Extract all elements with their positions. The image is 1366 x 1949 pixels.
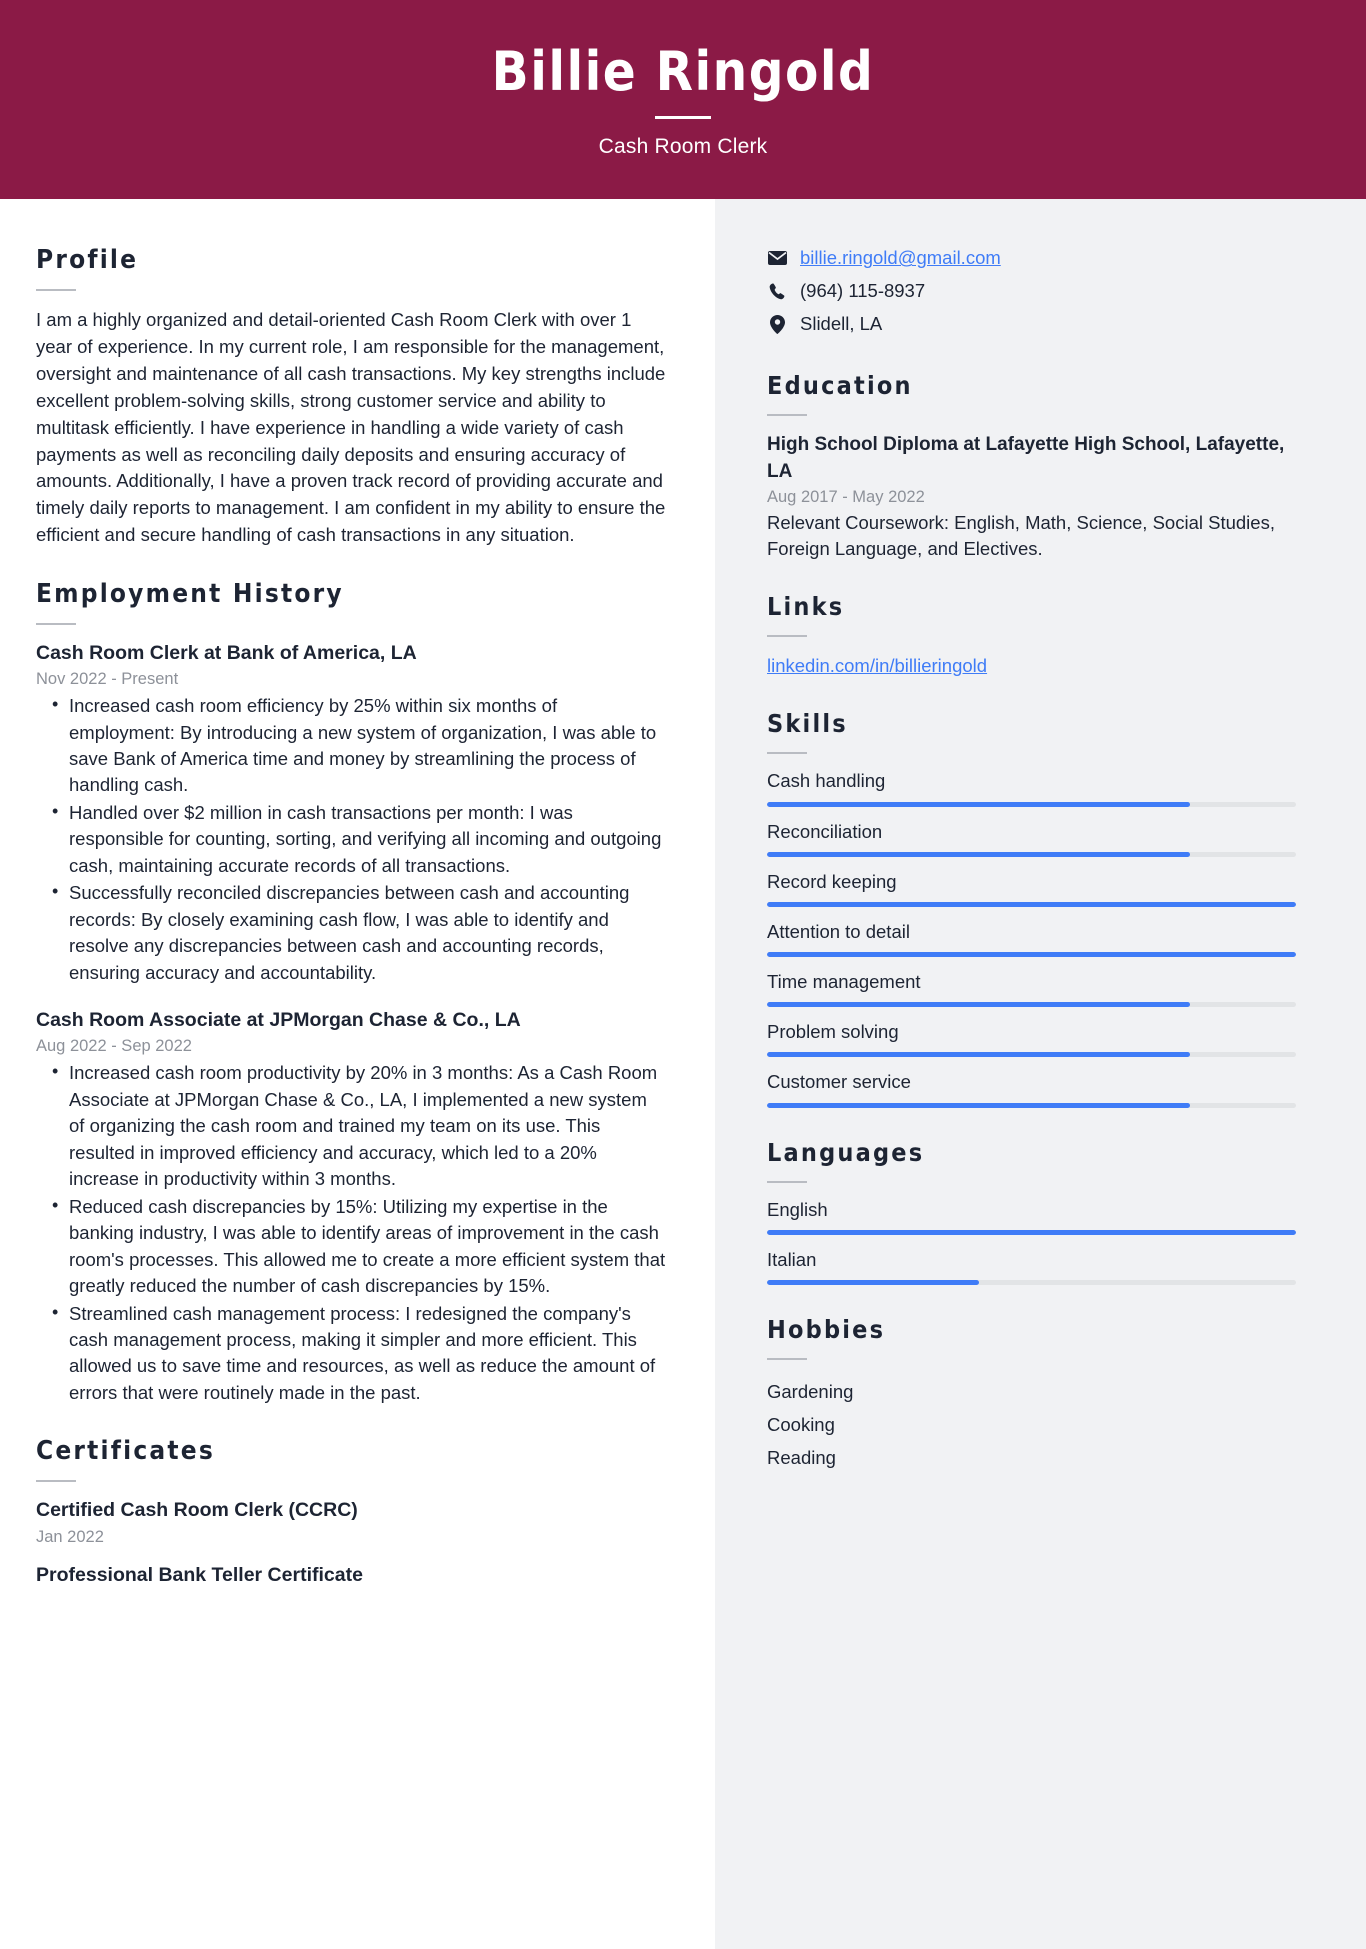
skill-label: Problem solving [767,1021,899,1043]
job-title: Cash Room Associate at JPMorgan Chase & Co., LA [36,1009,521,1032]
hobbies-heading: Hobbies [767,1315,886,1345]
heading-rule [36,623,76,625]
section-languages [767,1138,1296,1285]
certificates-heading: Certificates [36,1436,215,1467]
skills-heading: Skills [767,709,848,739]
envelope-icon [767,251,787,265]
education-heading: Education [767,371,913,401]
section-employment-history [36,579,667,1407]
skill-item [767,871,1296,907]
job-bullet: • Handled over $2 million in cash transactions per month: I was responsible for counting, sorting, and verifying all incoming and outgoing cash, maintaining accurate records of all transactions. [36,800,667,879]
language-label: Italian [767,1248,817,1270]
skill-item [767,921,1296,957]
job-title: Cash Room Clerk at Bank of America, LA [36,641,417,664]
contact-details [767,245,1296,337]
sidebar-column [715,199,1366,1949]
job-entry [36,1008,667,1406]
language-item [767,1249,1296,1285]
skill-label: Customer service [767,1071,911,1093]
phone-number: (964) 115-8937 [800,280,926,302]
skill-label: Cash handling [767,770,886,792]
skill-item [767,770,1296,806]
skill-bar-track [767,852,1296,857]
job-bullet: • Streamlined cash management process: I redesigned the company's cash management process, making it simpler and more efficient. This allowed us to save time and resources, as well as reduce the amount of errors that were routinely made in the past. [36,1301,667,1407]
job-bullet: • Increased cash room efficiency by 25% within six months of employment: By introducing a new system of organization, I was able to save Bank of America time and money by streamlining the process of handling cash. [36,693,667,799]
phone-icon [767,283,787,300]
heading-rule [767,635,807,637]
skill-label: Record keeping [767,870,897,892]
candidate-role: Cash Room Clerk [598,135,768,159]
skill-item [767,1021,1296,1057]
skill-bar-track [767,952,1296,957]
language-label: English [767,1198,828,1220]
skill-label: Time management [767,971,921,993]
location-text: Slidell, LA [800,313,883,335]
section-certificates [36,1436,667,1588]
language-bar-fill [767,1280,979,1285]
heading-rule [767,1358,807,1360]
profile-text: I am a highly organized and detail-oriented Cash Room Clerk with over 1 year of experience. In my current role, I am responsible for the management, oversight and maintenance of all cash transactions. My key strengths include excellent problem-solving skills, strong customer service and ability to multitask efficiently. I have experience in handling a wide variety of cash payments as well as reconciling daily deposits and ensuring accuracy of amounts. Additionally, I have a proven track record of providing accurate and timely daily reports to management. I am confident in my ability to ensure the efficient and secure handling of cash transactions in any situation. [36,309,666,545]
resume-header [0,0,1366,199]
certificate-entry [36,1563,667,1588]
profile-heading: Profile [36,245,139,276]
heading-rule [36,1480,76,1482]
linkedin-link[interactable]: linkedin.com/in/billieringold [767,655,988,677]
hobby-item: Cooking [767,1413,835,1435]
job-dates: Aug 2022 - Sep 2022 [36,1037,192,1056]
skill-item [767,1071,1296,1107]
education-entry [767,432,1296,562]
job-bullet: • Increased cash room productivity by 20% in 3 months: As a Cash Room Associate at JPMorgan Chase & Co., LA, I implemented a new system of organizing the cash room and trained my team on its use. This resulted in improved efficiency and accuracy, which led to a 20% increase in productivity within 3 months. [36,1060,667,1192]
section-education [767,371,1296,562]
skill-bar-fill [767,1103,1190,1108]
skill-bar-track [767,1103,1296,1108]
job-bullet: • Reduced cash discrepancies by 15%: Utilizing my expertise in the banking industry, I was able to identify areas of improvement in the cash room's processes. This allowed me to create a more efficient system that greatly reduced the number of cash discrepancies by 15%. [36,1194,667,1300]
language-item [767,1199,1296,1235]
contact-row-email[interactable] [767,245,1296,271]
section-skills [767,709,1296,1107]
education-dates: Aug 2017 - May 2022 [767,487,925,506]
resume-body [0,199,1366,1949]
employment-heading: Employment History [36,578,344,609]
skill-item [767,971,1296,1007]
skill-bar-fill [767,952,1296,957]
skill-bar-fill [767,852,1190,857]
job-entry [36,641,667,986]
contact-row-phone [767,278,1296,304]
languages-heading: Languages [767,1137,925,1167]
main-column [0,199,715,1949]
certificate-date: Jan 2022 [36,1527,104,1546]
skill-bar-track [767,1002,1296,1007]
skill-bar-track [767,802,1296,807]
skill-item [767,821,1296,857]
skill-bar-track [767,1052,1296,1057]
section-links [767,592,1296,679]
contact-row-location [767,311,1296,337]
job-bullets [36,1060,667,1406]
certificate-entry [36,1498,667,1546]
skill-bar-fill [767,902,1296,907]
heading-rule [767,1181,807,1183]
map-pin-icon [767,315,787,334]
section-hobbies [767,1315,1296,1475]
language-bar-track [767,1280,1296,1285]
job-bullet: • Successfully reconciled discrepancies between cash and accounting records: By closely examining cash flow, I was able to identify and resolve any discrepancies between cash and accounting records, ensuring accuracy and accountability. [36,880,667,986]
skill-bar-fill [767,1002,1190,1007]
hobby-item: Reading [767,1446,836,1468]
email-link[interactable]: billie.ringold@gmail.com [800,247,1001,269]
skill-label: Reconciliation [767,820,883,842]
section-profile [36,245,667,548]
job-bullets [36,693,667,986]
links-heading: Links [767,592,845,622]
language-bar-track [767,1230,1296,1235]
certificate-name: Certified Cash Room Clerk (CCRC) [36,1499,358,1522]
heading-rule [767,752,807,754]
candidate-name: Billie Ringold [491,40,875,103]
certificate-name: Professional Bank Teller Certificate [36,1563,363,1586]
education-name: High School Diploma at Lafayette High School, Lafayette, LA [767,434,1285,482]
header-divider [655,116,711,119]
education-description: Relevant Coursework: English, Math, Science, Social Studies, Foreign Language, and Electives. [767,511,1275,560]
skill-label: Attention to detail [767,920,910,942]
hobby-item: Gardening [767,1381,854,1403]
job-dates: Nov 2022 - Present [36,670,179,689]
skill-bar-fill [767,802,1190,807]
skill-bar-fill [767,1052,1190,1057]
heading-rule [767,414,807,416]
heading-rule [36,289,76,291]
language-bar-fill [767,1230,1296,1235]
skill-bar-track [767,902,1296,907]
